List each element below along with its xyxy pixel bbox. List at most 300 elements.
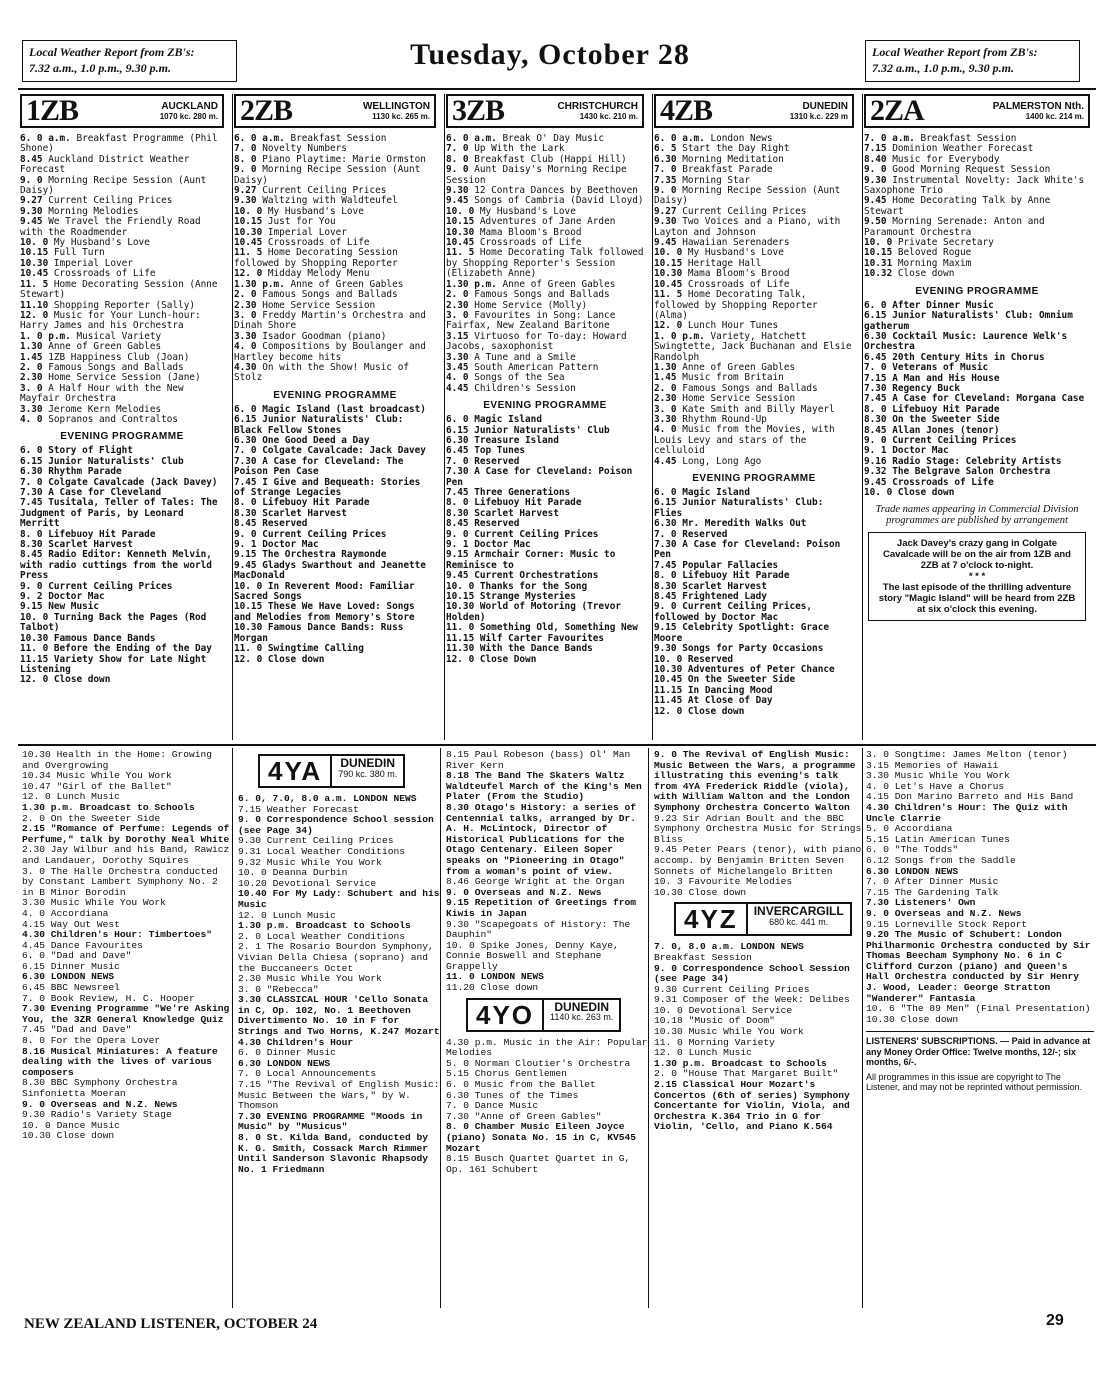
program-title: Home Decorating Session followed by Shopping Reporter xyxy=(234,247,398,269)
program-entry xyxy=(20,176,224,197)
program-title: Allan Jones (tenor) xyxy=(892,424,1000,436)
program-time: 9.45 xyxy=(864,195,887,207)
schedule-title: Evening Programme "We're Asking You, the 3ZR General Knowledge Quiz xyxy=(22,1003,230,1025)
program-entry xyxy=(864,196,1090,217)
schedule-time: 1.30 p.m. xyxy=(654,1057,706,1069)
schedule-time: 10.47 xyxy=(22,780,51,792)
schedule-time: 9.15 xyxy=(866,918,890,930)
program-title: The Belgrave Salon Orchestra xyxy=(892,466,1051,478)
program-time: 6.45 xyxy=(446,445,469,457)
schedule-time: 6. 0, 7.0, 8.0 a.m. xyxy=(238,793,348,804)
program-title: Colgate Cavalcade: Jack Davey xyxy=(262,445,426,457)
schedule-entry xyxy=(654,814,862,846)
program-time: 9.15 xyxy=(20,601,43,613)
schedule-time: 4.45 xyxy=(22,939,46,951)
program-time: 9. 0 xyxy=(864,434,887,446)
schedule-title: For the Opera Lover xyxy=(50,1035,161,1047)
program-time: 10.30 xyxy=(234,622,263,634)
schedule-title: Music While You Work xyxy=(894,770,1010,782)
schedule-entry xyxy=(446,1038,648,1059)
program-title: Lifebuoy Hit Parade xyxy=(262,497,370,509)
schedule-entry xyxy=(654,750,862,814)
program-title: On the Sweeter Side xyxy=(687,674,796,686)
program-time: 1.30 xyxy=(654,361,677,373)
subscriptions-title: LISTENERS' SUBSCRIPTIONS. — xyxy=(866,1036,1010,1047)
program-time: 10.32 xyxy=(864,268,893,280)
schedule-entry xyxy=(238,942,440,974)
schedule-title: Music While You Work xyxy=(56,770,172,782)
program-entry xyxy=(446,311,644,332)
program-title: Breakfast Club (Happi Hill) xyxy=(474,153,627,165)
program-title: After Dinner Music xyxy=(892,299,994,311)
program-time: 7.15 xyxy=(864,372,887,384)
program-title: Junior Naturalists' Club xyxy=(48,455,184,467)
program-time: 6.15 xyxy=(654,497,677,509)
lower-col-4 xyxy=(654,750,862,1310)
program-time: 6. 0 xyxy=(20,445,43,457)
schedule-entry xyxy=(238,815,440,836)
schedule-title: "Girl of the Ballet" xyxy=(56,780,172,792)
program-time: 12. 0 xyxy=(20,674,49,686)
program-title: Favourites in Song: Lance Fairfax, New Zealand Baritone xyxy=(446,309,616,332)
schedule-time: 2.15 xyxy=(22,823,46,835)
program-entry xyxy=(654,332,854,363)
program-title: A Case for Cleveland xyxy=(48,487,162,498)
program-title: Veterans of Music xyxy=(892,362,989,374)
program-time: 10.30 xyxy=(654,663,683,675)
program-time: 7.15 xyxy=(864,143,887,155)
program-entry xyxy=(864,176,1090,197)
program-time: 6. 0 xyxy=(654,487,677,498)
program-time: 3. 0 xyxy=(234,309,257,321)
program-time: 10.15 xyxy=(446,216,475,228)
program-time: 9.32 xyxy=(864,466,887,478)
program-time: 9.30 xyxy=(446,185,469,197)
schedule-time: 4.30 xyxy=(22,929,46,941)
schedule-title: Busch Quartet Quartet in G, Op. 161 Schubert xyxy=(446,1153,631,1175)
program-title: Famous Songs and Ballads xyxy=(682,382,818,394)
program-time: 10.30 xyxy=(654,268,683,280)
station-4yz-logo: 4YZ xyxy=(674,902,748,936)
program-title: Reserved xyxy=(474,518,520,530)
program-title: Freddy Martin's Orchestra and Dinah Shore xyxy=(234,309,426,332)
program-title: Home Service (Molly) xyxy=(474,299,588,311)
program-time: 9.50 xyxy=(864,216,887,228)
program-time: 9.30 xyxy=(654,643,677,655)
schedule-time: 3.30 xyxy=(22,897,46,909)
program-title: In Reverent Mood: Familiar Sacred Songs xyxy=(234,580,415,603)
evening-entry xyxy=(446,644,644,654)
program-time: 10.45 xyxy=(446,237,475,249)
program-title: Morning Recipe Session (Aunt Daisy) xyxy=(654,185,841,207)
program-time: 7.30 xyxy=(234,455,257,467)
program-time: 10.15 xyxy=(446,591,475,603)
evening-entry xyxy=(446,550,644,571)
program-entry xyxy=(234,342,436,363)
schedule-time: 6.30 xyxy=(22,971,46,983)
program-time: 2. 0 xyxy=(234,289,257,301)
program-entry xyxy=(864,269,1090,279)
program-time: 9.30 xyxy=(20,205,43,217)
schedule-title: Deanna Durbin xyxy=(272,867,348,879)
program-title: Before the Ending of the Day xyxy=(53,643,212,655)
station-column-4zb xyxy=(654,94,854,740)
schedule-title: Dance Favourites xyxy=(50,939,143,951)
program-entry xyxy=(446,332,644,353)
program-time: 10. 0 xyxy=(20,611,49,623)
schedule-time: 5. 0 xyxy=(866,823,890,835)
program-time: 10.15 xyxy=(234,216,263,228)
schedule-time: 2.30 xyxy=(238,973,262,985)
program-entry xyxy=(20,415,224,425)
program-time: 6.30 xyxy=(446,434,469,446)
station-header-2zb xyxy=(234,94,436,128)
program-entry xyxy=(234,165,436,186)
program-title: Radio Editor: Kenneth Melvin, with radio cuttings from the world Press xyxy=(20,549,212,582)
schedule-title: BBC Symphony Orchestra Sinfonietta Moeran xyxy=(22,1077,178,1099)
program-time: 8. 0 xyxy=(864,403,887,415)
schedule-title: Don Marino Barreto and His Band xyxy=(894,791,1074,803)
program-time: 7. 0 xyxy=(20,476,43,488)
program-time: 9.27 xyxy=(234,185,257,197)
schedule-title: Broadcast to Schools xyxy=(295,920,411,932)
program-title: Imperial Lover xyxy=(267,226,347,238)
program-time: 4. 0 xyxy=(20,413,43,425)
program-time: 9.45 xyxy=(446,195,469,207)
schedule-time: 6. 0 xyxy=(238,1047,262,1059)
schedule-entry xyxy=(22,1047,232,1079)
program-title: Current Ceiling Prices xyxy=(48,195,173,207)
schedule-time: 10. 0 xyxy=(22,1119,51,1131)
program-time: 7.45 xyxy=(446,487,469,498)
program-title: Reserved xyxy=(474,455,520,467)
program-time: 9.45 xyxy=(864,476,887,488)
schedule-entry xyxy=(22,845,232,866)
program-title: Famous Songs and Ballads xyxy=(474,289,610,301)
schedule-title: St. Kilda Band, conducted by K. G. Smith, Cossack March Rimmer Until Sanderson Slavonic Rhapsody No. 1 Friedmann xyxy=(238,1132,428,1175)
station-call-sign: 2ZB xyxy=(240,94,293,127)
program-title: Morning Melodies xyxy=(48,205,139,217)
schedule-entry xyxy=(238,995,440,1037)
schedule-time: 8. 0 xyxy=(22,1035,46,1047)
program-time: 10. 0 xyxy=(864,487,893,498)
evening-programme-heading: EVENING PROGRAMME xyxy=(915,285,1039,297)
program-title: Good Morning Request Session xyxy=(892,164,1051,176)
program-time: 9.27 xyxy=(20,195,43,207)
schedule-time: 6. 0 xyxy=(446,1079,470,1091)
schedule-entry xyxy=(22,1078,232,1099)
schedule-title: George Wright at the Organ xyxy=(474,876,625,888)
schedule-time: 2.15 xyxy=(654,1079,678,1091)
schedule-time: 9.30 xyxy=(654,983,678,995)
schedule-title: Overseas and N.Z. News xyxy=(50,1098,178,1110)
program-time: 10.15 xyxy=(234,601,263,613)
program-time: 10.30 xyxy=(446,601,475,613)
schedule-title: Spike Jones, Denny Kaye, Connie Boswell and Stephane Grappelly xyxy=(446,939,619,972)
schedule-time: 9.31 xyxy=(654,994,678,1006)
schedule-time: 4.30 xyxy=(866,801,890,813)
program-title: Songs for Party Occasions xyxy=(682,643,824,655)
schedule-title: Lunch Music xyxy=(688,1047,752,1059)
program-title: Music for Everybody xyxy=(892,153,1000,165)
program-time: 12. 0 xyxy=(654,320,683,332)
schedule-time: 10. 0 xyxy=(446,939,475,951)
program-title: South American Pattern xyxy=(474,361,599,373)
program-time: 3.30 xyxy=(654,413,677,425)
schedule-title: "The Todds" xyxy=(894,844,959,856)
program-title: Music for Your Lunch-hour: Harry James and his Orchestra xyxy=(20,309,201,332)
program-time: 11.10 xyxy=(20,299,49,311)
program-time: 11. 5 xyxy=(234,247,263,259)
schedule-entry xyxy=(22,1004,232,1025)
schedule-title: "The 89 Men" (Final Presentation) xyxy=(900,1003,1091,1015)
schedule-time: 11.20 xyxy=(446,982,475,994)
program-time: 11. 5 xyxy=(446,247,475,259)
schedule-title: Broadcast to Schools xyxy=(79,801,195,813)
schedule-time: 10. 6 xyxy=(866,1003,895,1015)
schedule-time: 7.30 xyxy=(22,1003,46,1015)
program-title: Adventures of Peter Chance xyxy=(687,663,835,675)
program-time: 9. 1 xyxy=(234,539,257,551)
program-time: 9. 0 xyxy=(654,185,677,197)
program-title: Dominion Weather Forecast xyxy=(892,143,1034,155)
schedule-title: Memories of Hawaii xyxy=(894,759,999,771)
schedule-time: 7.15 xyxy=(866,886,890,898)
schedule-entry xyxy=(22,867,232,899)
program-title: Morning Recipe Session (Aunt Daisy) xyxy=(234,164,421,186)
schedule-title: Close down xyxy=(900,1013,959,1025)
program-time: 4. 0 xyxy=(234,341,257,353)
program-title: Variety, Hatchett Swingtette, Jack Buchanan and Elsie Randolph xyxy=(654,330,852,363)
program-time: 8.30 xyxy=(20,539,43,551)
schedule-time: 8.15 xyxy=(446,750,470,760)
schedule-time: 10.34 xyxy=(22,770,51,782)
davey-announcement-box xyxy=(868,532,1086,621)
program-entry xyxy=(446,248,644,279)
lower-column-rule xyxy=(232,748,233,1308)
station-4yo-frequency: 1140 kc. 263 m. xyxy=(550,1012,614,1023)
program-title: Wilf Carter Favourites xyxy=(479,632,605,644)
schedule-title: Lorneville Stock Report xyxy=(894,918,1028,930)
program-time: 9. 0 xyxy=(234,528,257,540)
program-time: 6. 0 xyxy=(446,414,469,426)
schedule-title: Otago's History: a series of Centennial talks, arranged by Dr. A. H. McLintock, Director of Historical Publications for the Otago Centenary. Eileen Soper speaks on "Pioneering in Otago" from a woman's point of view. xyxy=(446,801,636,877)
station-4yz-city: INVERCARGILL 680 kc. 441 m. xyxy=(748,902,852,936)
schedule-time: 4. 0 xyxy=(22,907,46,919)
program-time: 8. 0 xyxy=(654,570,677,582)
evening-entry xyxy=(234,415,436,436)
schedule-title: After Dinner Music xyxy=(894,876,999,888)
program-time: 6.15 xyxy=(864,310,887,322)
program-title: Full Turn xyxy=(53,247,105,259)
schedule-time: 7.30 xyxy=(238,1110,262,1122)
program-entry xyxy=(654,425,854,456)
program-title: Close down xyxy=(897,487,955,498)
program-time: 2.30 xyxy=(654,393,677,405)
program-title: Private Secretary xyxy=(897,237,994,249)
program-title: Morning Recipe Session (Aunt Daisy) xyxy=(20,174,207,197)
program-title: Famous Dance Bands xyxy=(53,632,156,644)
program-time: 2.30 xyxy=(234,299,257,311)
column-rule xyxy=(862,94,863,740)
schedule-title: The Music of Schubert: London Philharmonic Orchestra conducted by Sir Thomas Beecham Symphony No. 6 in C Clifford Curzon (piano) and Queen's Hall Orchestra conducted by Sir Henry J. Wood, Leader: George Stratton "Wanderer" Fantasia xyxy=(866,929,1091,1004)
program-title: Top Tunes xyxy=(474,445,526,457)
schedule-time: 6. 0 xyxy=(22,950,46,962)
program-title: Novelty Numbers xyxy=(262,143,347,155)
program-time: 9. 0 xyxy=(446,164,469,176)
schedule-time: 7. 0 xyxy=(866,876,890,888)
program-time: 10.45 xyxy=(234,237,263,249)
schedule-title: Songtime: James Melton (tenor) xyxy=(894,750,1068,760)
program-time: 2. 0 xyxy=(654,382,677,394)
schedule-entry xyxy=(654,1080,862,1133)
program-time: 11. 0 xyxy=(234,643,263,655)
program-title: Famous Dance Bands: Russ Morgan xyxy=(234,622,404,644)
program-title: A Case for Cleveland: Morgana Case xyxy=(892,393,1085,405)
program-time: 9. 0 xyxy=(654,601,677,613)
evening-entry xyxy=(654,696,854,706)
schedule-time: 5. 0 xyxy=(446,1057,470,1069)
schedule-title: Broadcast to Schools xyxy=(711,1057,827,1069)
program-time: 4. 0 xyxy=(446,372,469,384)
evening-entry xyxy=(234,457,436,478)
program-time: 9.45 xyxy=(234,559,257,571)
schedule-title: Children's Hour xyxy=(266,1036,354,1048)
program-title: London News xyxy=(710,133,773,144)
program-title: Breakfast Session xyxy=(920,133,1017,144)
program-time: 7.45 xyxy=(654,559,677,571)
station-city: PALMERSTON Nth. 1400 kc. 214 m. xyxy=(932,101,1084,121)
program-title: Story of Flight xyxy=(48,445,133,457)
program-time: 1.30 p.m. xyxy=(234,278,285,290)
schedule-time: 2. 1 xyxy=(238,941,262,953)
program-time: 10.45 xyxy=(654,674,683,686)
program-entry xyxy=(864,217,1090,238)
schedule-time: 10. 0 xyxy=(654,1004,683,1016)
program-title: Lifebuoy Hit Parade xyxy=(892,403,1000,415)
schedule-time: 9. 0 xyxy=(238,814,262,826)
program-title: My Husband's Love xyxy=(53,237,150,249)
program-time: 9.15 xyxy=(234,549,257,561)
program-time: 9. 0 xyxy=(20,580,43,592)
schedule-time: 10. 0 xyxy=(238,867,267,879)
schedule-entry xyxy=(238,889,440,910)
schedule-time: 2. 0 xyxy=(654,1068,678,1080)
program-time: 3.30 xyxy=(20,403,43,415)
subscriptions-body: Paid in advance at any Money Order Office: Twelve months, 12/-; six months, 6/-. xyxy=(866,1036,1091,1068)
program-title: Famous Songs and Ballads xyxy=(48,361,184,373)
schedule-title: Peter Pears (tenor), with piano accomp. by Benjamin Britten Seven Sonnets of Michelangelo Britten xyxy=(654,844,862,877)
program-title: Virtuoso for To-day: Howard Jacobs, saxophonist xyxy=(446,330,627,353)
program-time: 6.15 xyxy=(20,455,43,467)
program-title: Morning Serenade: Anton and Paramount Orchestra xyxy=(864,216,1045,238)
lower-column-rule xyxy=(440,748,441,1308)
schedule-title: Music from the Ballet xyxy=(474,1079,596,1091)
program-time: 3.30 xyxy=(234,330,257,342)
program-time: 10.15 xyxy=(864,247,893,259)
evening-entry xyxy=(446,655,644,665)
program-time: 6. 0 xyxy=(864,299,887,311)
schedule-title: The Rosario Bourdon Symphony, Vivian Della Chiesa (soprano) and the Buccaneers Octet xyxy=(238,941,434,974)
footer-publication: NEW ZEALAND LISTENER, OCTOBER 24 xyxy=(24,1316,318,1332)
station-frequency: 1070 kc. 280 m. xyxy=(159,112,218,121)
program-time: 6.30 xyxy=(20,466,43,478)
program-title: Current Ceiling Prices xyxy=(892,434,1017,446)
program-time: 2. 0 xyxy=(446,289,469,301)
schedule-title: The Band The Skaters Waltz Waldteufel March of the King's Men Plater (From the Studio) xyxy=(446,770,642,803)
station-column-1zb xyxy=(20,94,224,740)
schedule-title: Breakfast Session xyxy=(654,951,752,963)
station-4yo-header xyxy=(466,998,621,1032)
program-time: 10. 0 xyxy=(446,580,475,592)
schedule-time: 7. 0 xyxy=(446,1100,470,1112)
schedule-title: The Gardening Talk xyxy=(894,886,999,898)
schedule-time: 10.30 xyxy=(866,1013,895,1025)
program-title: Colgate Cavalcade (Jack Davey) xyxy=(48,476,218,488)
program-title: Doctor Mac xyxy=(892,445,949,457)
program-time: 6.15 xyxy=(234,414,257,426)
program-time: 8.45 xyxy=(20,549,43,561)
schedule-time: 11. 0 xyxy=(654,1036,683,1048)
program-time: 10.45 xyxy=(20,268,49,280)
program-time: 9.30 xyxy=(654,216,677,228)
program-entry xyxy=(20,280,224,301)
program-title: Variety Show for Late Night Listening xyxy=(20,653,207,675)
schedule-time: 5.15 xyxy=(866,833,890,845)
program-time: 9.45 xyxy=(654,237,677,249)
program-title: Just for You xyxy=(267,216,336,228)
program-time: 9. 0 xyxy=(446,528,469,540)
evening-entry xyxy=(654,623,854,644)
schedule-time: 8.15 xyxy=(446,1153,470,1165)
station-call-sign: 1ZB xyxy=(26,94,79,127)
schedule-entry xyxy=(654,964,862,985)
schedule-title: Music While You Work xyxy=(50,897,166,909)
schedule-title: Devotional Service xyxy=(688,1004,793,1016)
evening-entry xyxy=(234,478,436,499)
program-title: I Give and Bequeath: Stories of Strange Legacies xyxy=(234,476,421,498)
program-title: Aunt Daisy's Morning Recipe Session xyxy=(446,164,627,186)
program-title: My Husband's Love xyxy=(267,205,364,217)
station-4ya-header xyxy=(258,754,405,788)
program-time: 8. 0 xyxy=(234,497,257,509)
program-title: Crossroads of Life xyxy=(687,278,790,290)
program-time: 6.30 xyxy=(654,518,677,530)
schedule-entry xyxy=(446,898,648,919)
program-time: 8.45 xyxy=(234,518,257,530)
station-header-4zb xyxy=(654,94,854,128)
schedule-title: "Rebecca" xyxy=(266,983,319,995)
schedule-time: 11. 0 xyxy=(446,971,475,983)
program-title: Home Decorating Talk followed by Shopping Reporter's Session (Elizabeth Anne) xyxy=(446,247,644,280)
schedule-title: Dance Music xyxy=(56,1119,120,1131)
program-title: Regency Buck xyxy=(892,382,960,394)
program-title: Compositions by Boulanger and Hartley become hits xyxy=(234,341,426,363)
program-title: Current Ceiling Prices xyxy=(682,205,807,217)
schedule-time: 10.30 xyxy=(654,1026,683,1038)
program-time: 9.27 xyxy=(654,205,677,217)
schedule-title: Norman Cloutier's Orchestra xyxy=(474,1057,631,1069)
schedule-title: Health in the Home: Growing and Overgrowing xyxy=(22,750,213,771)
program-time: 11. 5 xyxy=(20,278,49,290)
program-title: Musical Variety xyxy=(76,330,162,342)
program-time: 9.30 xyxy=(234,195,257,207)
program-time: 11.45 xyxy=(654,695,683,707)
program-title: Anne of Green Gables xyxy=(48,341,162,353)
program-time: 9. 2 xyxy=(20,591,43,603)
evening-entry xyxy=(234,561,436,582)
schedule-title: Accordiana xyxy=(894,823,953,835)
